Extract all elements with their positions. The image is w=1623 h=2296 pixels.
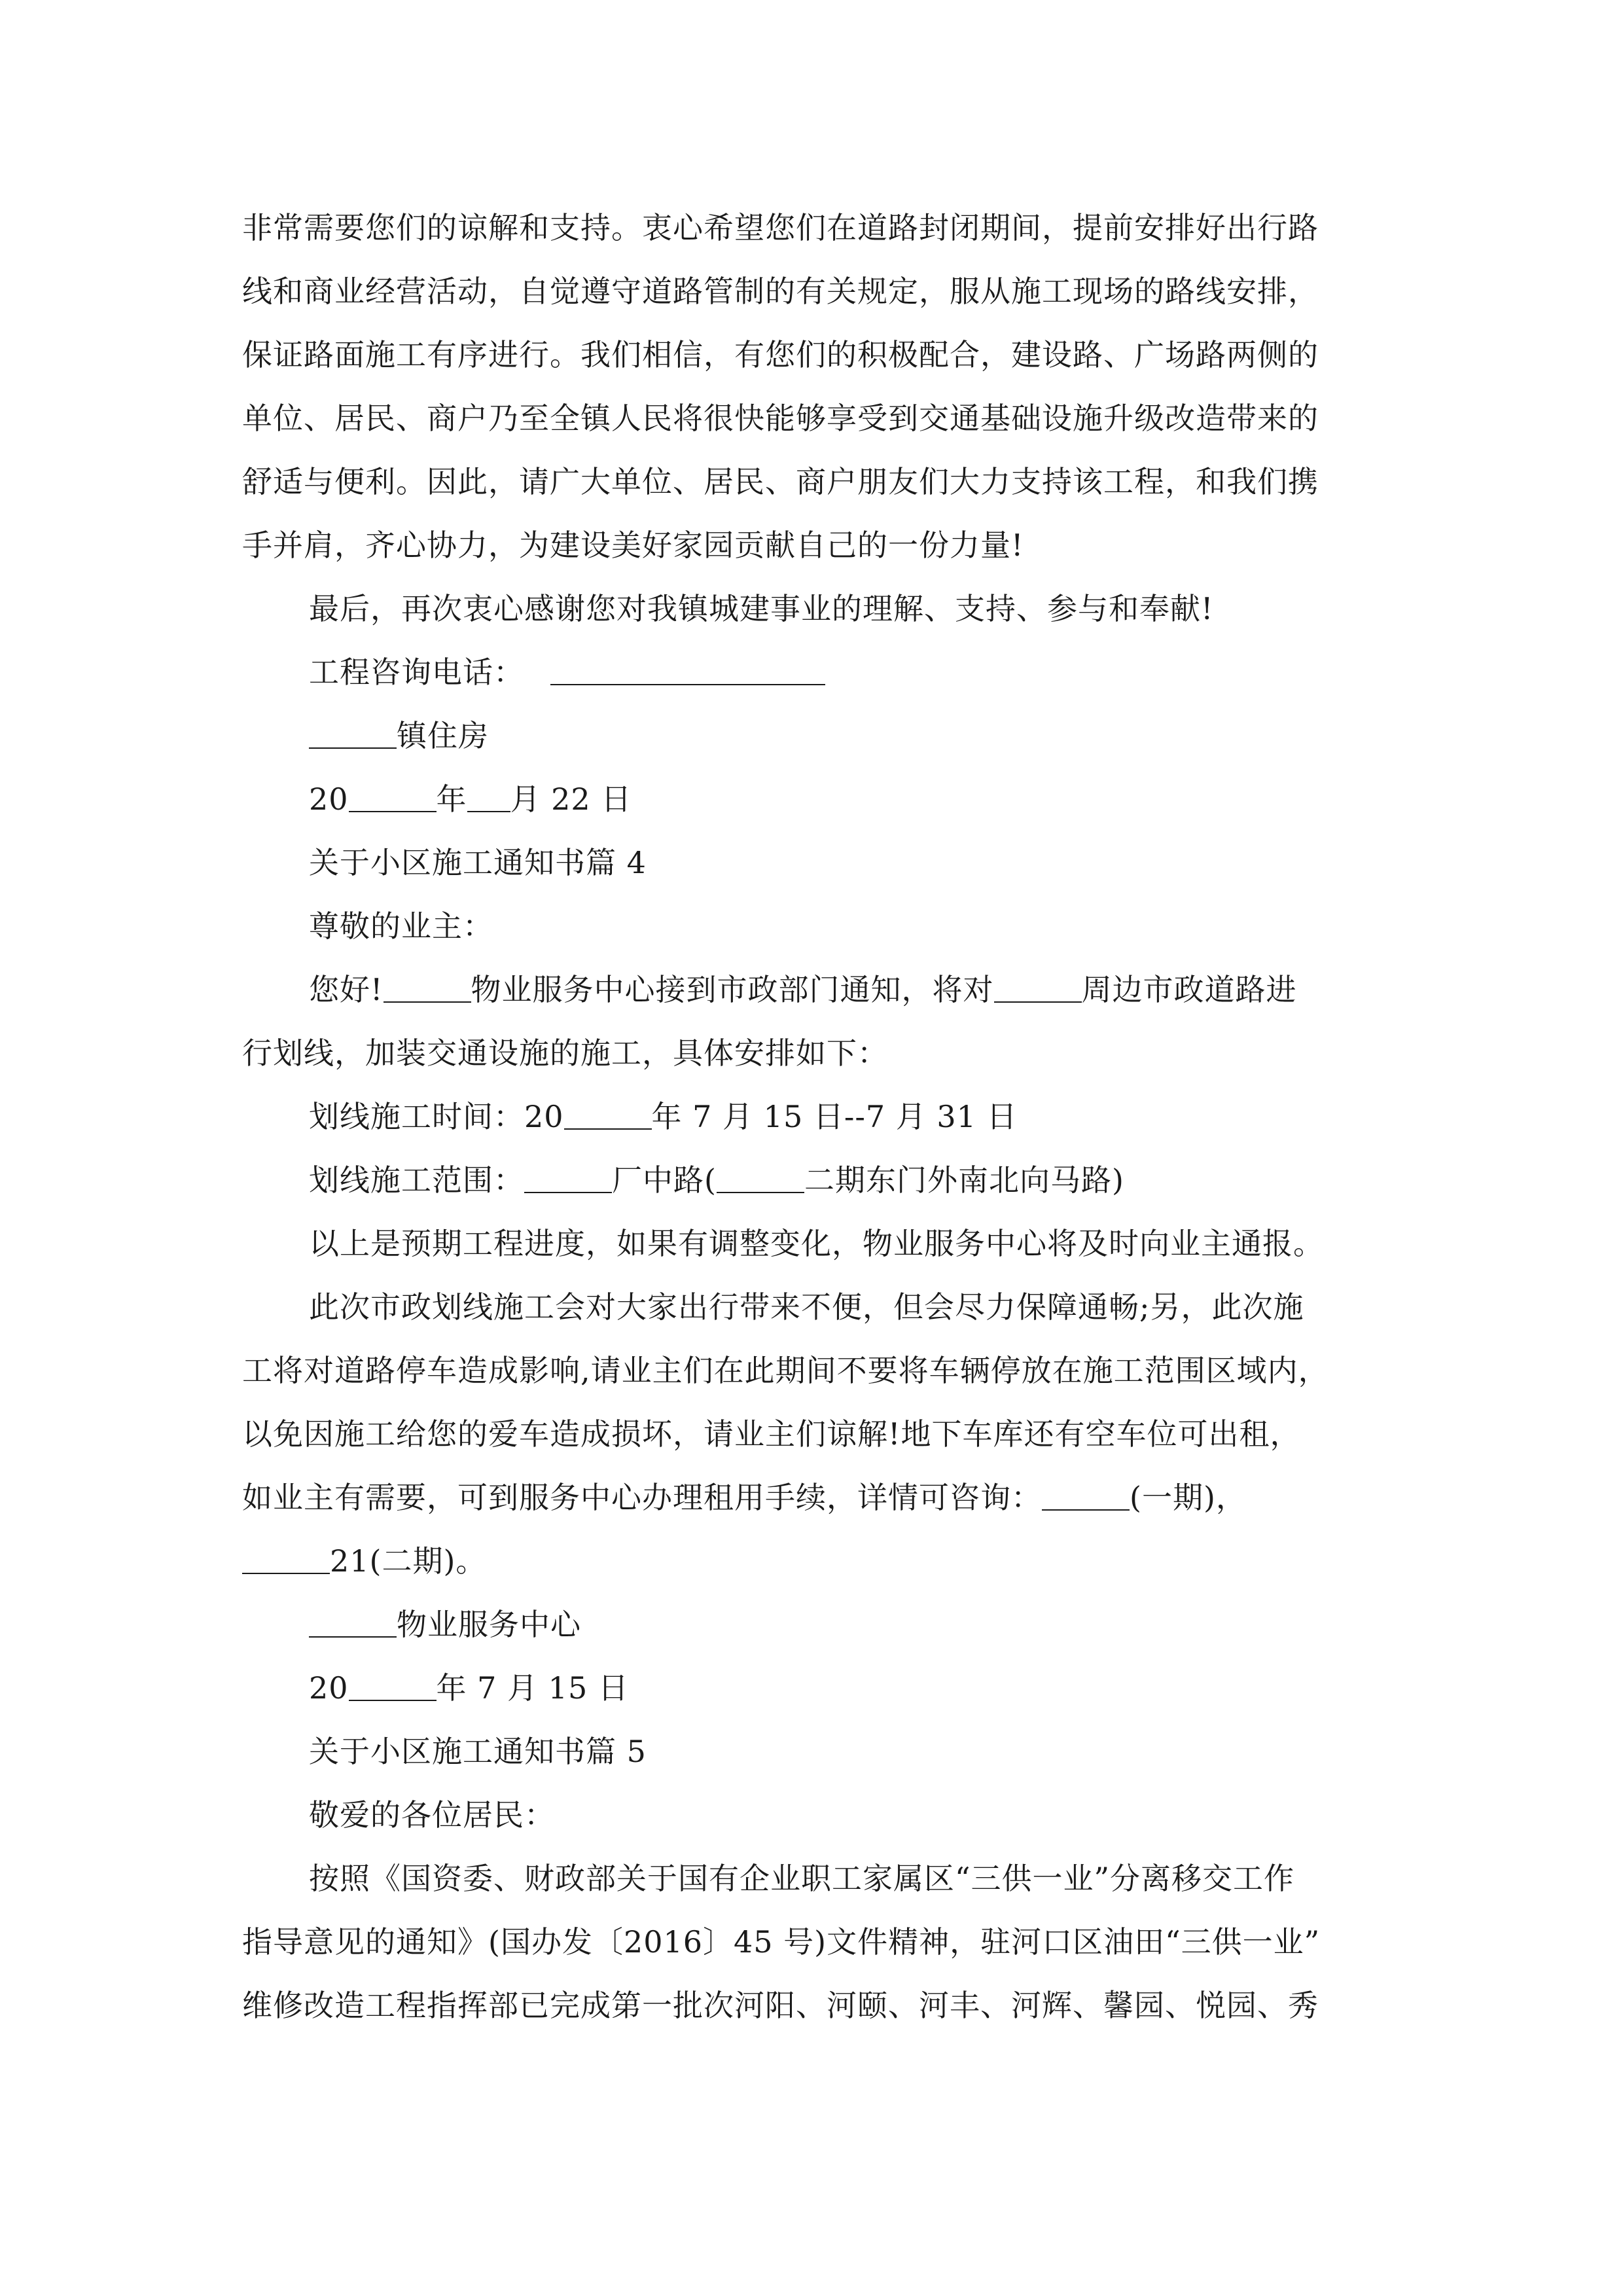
phone-line	[309, 653, 1461, 692]
paragraph-line: 单位、居民、商户乃至全镇人民将很快能够享受到交通基础设施升级改造带来的	[242, 401, 1319, 436]
paragraph-line: 以免因施工给您的爱车造成损坏，请业主们谅解!地下车库还有空车位可出租，	[242, 1416, 1301, 1452]
blank-field	[309, 1607, 397, 1638]
blank-field	[717, 1163, 804, 1193]
blank-field	[242, 1544, 330, 1574]
range-line: 划线施工范围： 厂中路( 二期东门外南北向马路)	[309, 1162, 1124, 1198]
paragraph-line: 按照《国资委、财政部关于国有企业职工家属区“三供一业”分离移交工作	[309, 1861, 1295, 1896]
blank-field	[349, 782, 437, 812]
paragraph-line: 此次市政划线施工会对大家出行带来不便，但会尽力保障通畅;另，此次施	[309, 1289, 1304, 1325]
blank-field	[309, 719, 397, 749]
blank-field	[994, 973, 1082, 1003]
signature-date: 20 年 月 22 日	[309, 781, 632, 817]
paragraph-line: 线和商业经营活动，自觉遵守道路管制的有关规定，服从施工现场的路线安排，	[242, 274, 1319, 309]
closing-line: 最后，再次衷心感谢您对我镇城建事业的理解、支持、参与和奉献!	[309, 591, 1214, 626]
blank-field	[524, 1163, 612, 1193]
signature-org: 物业服务中心	[309, 1605, 1461, 1644]
time-line: 划线施工时间：20 年 7 月 15 日--7 月 31 日	[309, 1099, 1018, 1134]
signature-date: 20 年 7 月 15 日	[309, 1670, 629, 1706]
paragraph-line: 舒适与便利。因此，请广大单位、居民、商户朋友们大力支持该工程，和我们携	[242, 464, 1319, 499]
section-title: 关于小区施工通知书篇 5	[309, 1734, 647, 1769]
section-title: 关于小区施工通知书篇 4	[309, 845, 647, 880]
paragraph-line: 您好! 物业服务中心接到市政部门通知，将对 周边市政道路进	[309, 972, 1297, 1007]
blank-field	[349, 1671, 437, 1701]
paragraph-line: 如业主有需要，可到服务中心办理租用手续，详情可咨询： (一期)，	[242, 1480, 1247, 1515]
greeting: 敬爱的各位居民：	[309, 1797, 555, 1833]
blank-field	[383, 973, 471, 1003]
paragraph-line: 工将对道路停车造成影响,请业主们在此期间不要将车辆停放在施工范围区域内，	[242, 1353, 1329, 1388]
paragraph-line: 行划线，加装交通设施的施工，具体安排如下：	[242, 1035, 888, 1071]
paragraph-line: 以上是预期工程进度，如果有调整变化，物业服务中心将及时向业主通报。	[309, 1226, 1324, 1261]
paragraph-line: 维修改造工程指挥部已完成第一批次河阳、河颐、河丰、河辉、馨园、悦园、秀	[242, 1988, 1319, 2023]
phone-label: 工程咨询电话：	[309, 655, 524, 690]
paragraph-line: 21(二期)。	[242, 1541, 1394, 1581]
paragraph-line: 保证路面施工有序进行。我们相信，有您们的积极配合，建设路、广场路两侧的	[242, 337, 1319, 372]
paragraph-line: 手并肩，齐心协力，为建设美好家园贡献自己的一份力量!	[242, 528, 1024, 563]
paragraph-line: 指导意见的通知》(国办发〔2016〕45 号)文件精神，驻河口区油田“三供一业”	[242, 1924, 1321, 1960]
blank-field	[467, 782, 510, 812]
blank-field	[564, 1100, 652, 1130]
blank-field	[1042, 1480, 1130, 1511]
blank-field	[550, 655, 825, 685]
greeting: 尊敬的业主：	[309, 908, 493, 944]
paragraph-line: 非常需要您们的谅解和支持。衷心希望您们在道路封闭期间，提前安排好出行路	[242, 210, 1319, 245]
signature-org: 镇住房	[309, 716, 1461, 755]
